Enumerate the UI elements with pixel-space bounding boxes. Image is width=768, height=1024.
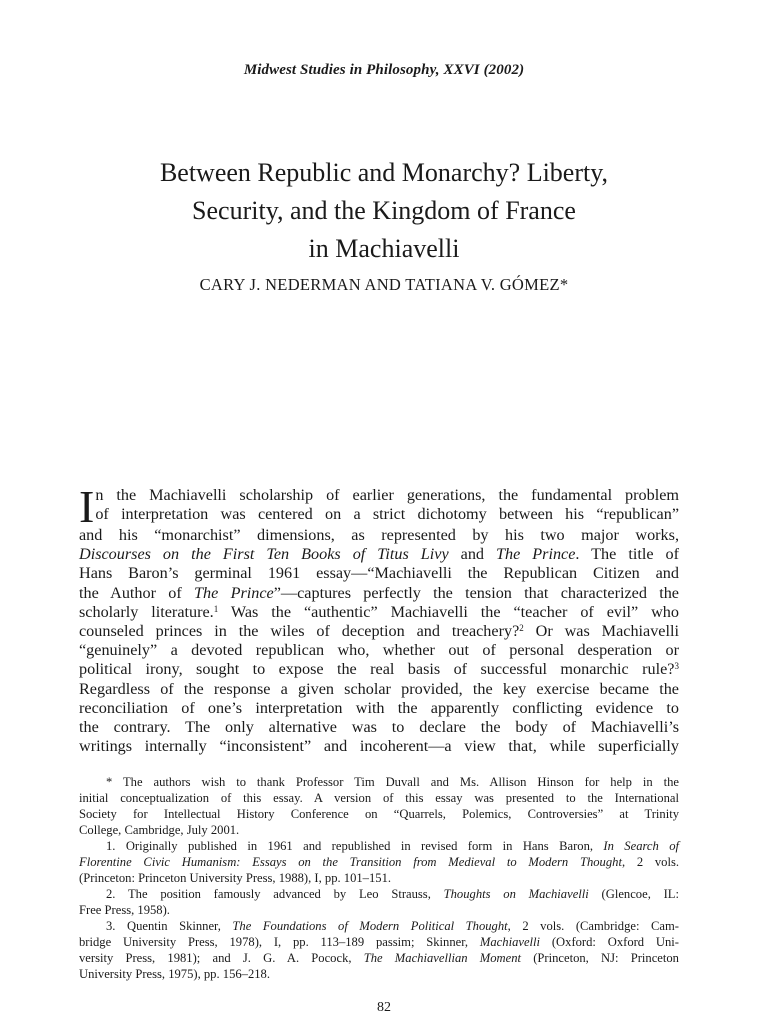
body-line <box>79 622 679 641</box>
footnote-line: * The authors wish to thank Professor Tim Duvall and Ms. Allison Hinson for help in the <box>106 775 679 789</box>
footnote-line: initial conceptualization of this essay. A version of this essay was presented to the International <box>79 791 679 805</box>
body-line <box>79 545 679 564</box>
body-line: and his “monarchist” dimensions, as represented by his two major works, <box>79 526 679 544</box>
text-run: and <box>448 545 496 564</box>
footnote-ref[interactable]: 3 <box>674 661 679 672</box>
work-title: The Prince <box>496 545 576 564</box>
body-line: writings internally “inconsistent” and incoherent—a view that, while superficially <box>79 737 679 756</box>
text-run: Or was Machiavelli <box>523 621 679 640</box>
footnote-line <box>79 886 679 902</box>
text-run: political irony, sought to expose the real basis of successful monarchic rule? <box>79 660 675 679</box>
work-title: Discourses on the First Ten Books of Titus Livy <box>79 545 449 564</box>
text-run: , 2 vols. <box>621 855 679 869</box>
footnote-line: College, Cambridge, July 2001. <box>79 823 240 837</box>
title-line-3: in Machiavelli <box>308 234 460 263</box>
page-number: 82 <box>377 1000 391 1015</box>
body-line: “genuinely” a devoted republican who, whether out of personal desperation or <box>79 641 679 660</box>
body-line <box>79 660 679 679</box>
text-run: 1. Originally published in 1961 and republished in revised form in Hans Baron, <box>106 839 604 853</box>
body-line <box>79 603 679 622</box>
footnote-ref[interactable]: 2 <box>519 622 524 633</box>
footnote-line: Society for Intellectual History Conference on “Quarrels, Polemics, Controversies” at Trinity <box>79 807 679 821</box>
footnote-line: Free Press, 1958). <box>79 903 170 917</box>
work-title: Florentine Civic Humanism: Essays on the Transition from Medieval to Modern Thought <box>79 855 622 869</box>
body-line: the contrary. The only alternative was to declare the body of Machiavelli’s <box>79 717 679 736</box>
body-line: reconciliation of one’s interpretation with the apparently conflicting evidence to <box>79 698 679 717</box>
text-run: 3. Quentin Skinner, <box>106 919 233 933</box>
article-title <box>60 154 708 268</box>
text-run: Was the “authentic” Machiavelli the “teacher of evil” who <box>218 602 679 621</box>
authors: CARY J. NEDERMAN AND TATIANA V. GÓMEZ* <box>199 275 569 294</box>
body-line: n the Machiavelli scholarship of earlier generations, the fundamental problem <box>95 486 679 504</box>
body-line: of interpretation was centered on a strict dichotomy between his “republican” <box>95 505 679 524</box>
work-title: The Machiavellian Moment <box>363 951 522 965</box>
text-run: counseled princes in the wiles of deception and treachery? <box>79 621 520 640</box>
journal-header: Midwest Studies in Philosophy, XXVI (2002) <box>243 62 525 78</box>
text-run: (Princeton, NJ: Princeton <box>521 951 679 965</box>
work-title: Thoughts on Machiavelli <box>443 887 589 901</box>
text-run: . The title of <box>575 545 679 564</box>
body-line: Hans Baron’s germinal 1961 essay—“Machiavelli the Republican Citizen and <box>79 564 679 583</box>
text-run: (Oxford: Oxford Uni- <box>540 935 679 949</box>
text-run: 2. The position famously advanced by Leo Strauss, <box>106 887 444 901</box>
body-paragraph <box>79 481 679 756</box>
work-title: Machiavelli <box>479 935 541 949</box>
title-line-1: Between Republic and Monarchy? Liberty, <box>159 158 609 187</box>
footnote-line <box>79 934 679 950</box>
body-line: Regardless of the response a given scholar provided, the key exercise became the <box>79 679 679 698</box>
text-run: scholarly literature. <box>79 602 214 621</box>
footnote-line: (Princeton: Princeton University Press, 1988), I, pp. 101–151. <box>79 871 392 885</box>
footnotes <box>79 774 679 982</box>
footnote-line <box>79 854 679 870</box>
text-run: the Author of <box>79 583 195 602</box>
footnote-line <box>79 950 679 966</box>
text-run: (Glencoe, IL: <box>588 887 679 901</box>
footnote-line: University Press, 1975), pp. 156–218. <box>79 967 270 981</box>
text-run: ”—captures perfectly the tension that characterized the <box>273 583 679 602</box>
text-run: , 2 vols. (Cambridge: Cam- <box>507 919 679 933</box>
footnote-line <box>79 918 679 934</box>
text-run: bridge University Press, 1978), I, pp. 113–189 passim; Skinner, <box>79 935 480 949</box>
work-title: The Prince <box>194 583 274 602</box>
drop-cap: I <box>79 481 95 532</box>
work-title: The Foundations of Modern Political Thought <box>232 919 508 933</box>
footnote-ref[interactable]: 1 <box>213 603 219 614</box>
work-title: In Search of <box>603 839 679 853</box>
footnote-line <box>79 838 679 854</box>
text-run: versity Press, 1981); and J. G. A. Pocock, <box>79 951 364 965</box>
body-line <box>79 584 679 603</box>
title-line-2: Security, and the Kingdom of France <box>192 196 576 225</box>
